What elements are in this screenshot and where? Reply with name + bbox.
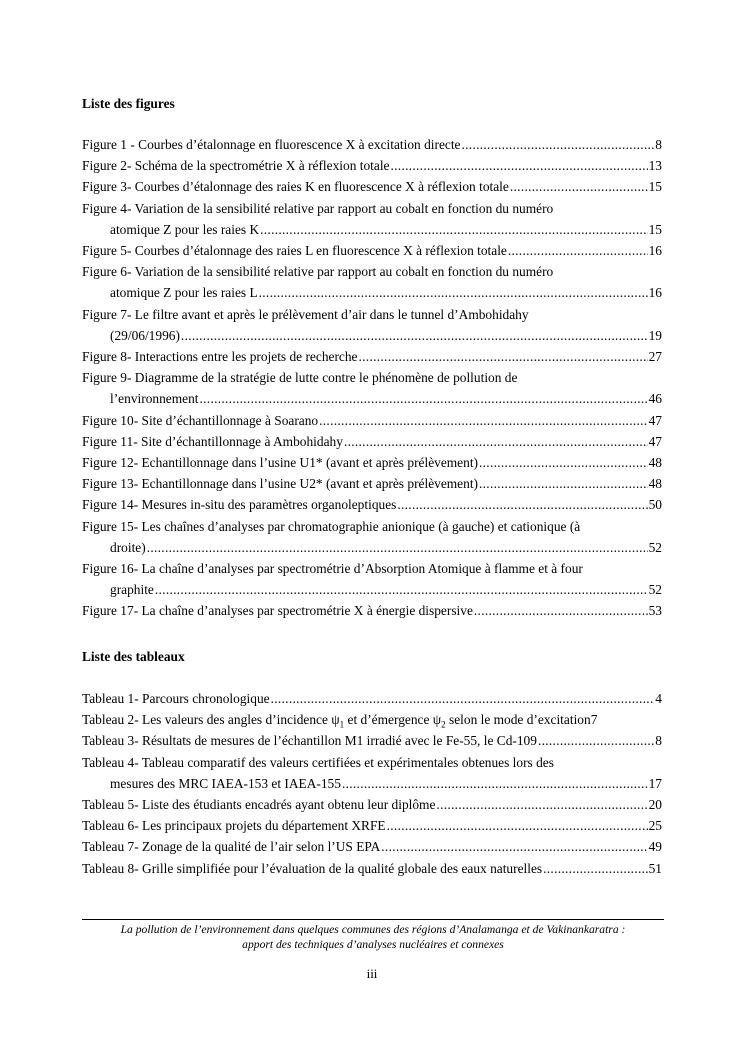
figure-entry[interactable] xyxy=(82,346,662,367)
table-entry[interactable] xyxy=(82,709,662,730)
entry-page-number: 4 xyxy=(655,691,662,706)
entry-page-number: 46 xyxy=(648,391,662,407)
toc-row xyxy=(82,579,662,600)
entry-page-number: 15 xyxy=(648,179,662,195)
dot-leader xyxy=(259,282,648,303)
table-entry[interactable] xyxy=(82,794,662,815)
toc-row xyxy=(82,219,662,240)
entry-page-number: 16 xyxy=(648,285,662,301)
figure-entry[interactable] xyxy=(82,155,662,176)
entry-title-line: Figure 6- Variation de la sensibilité relative par rapport au cobalt en fonction du numéro xyxy=(82,264,554,280)
entry-title: Tableau 2- Les valeurs des angles d’incidence $\psi_1$ et d’émergence $\psi_2$ selon le mode d’excitation xyxy=(82,712,591,730)
figures-heading: Liste des figures xyxy=(82,96,175,111)
entry-page-number: 19 xyxy=(648,327,662,343)
entry-page-number: 53 xyxy=(648,603,662,619)
entry-title: Tableau 3- Résultats de mesures de l’échantillon M1 irradié avec le Fe-55, le Cd-109 xyxy=(82,733,537,749)
dot-leader xyxy=(344,431,648,452)
toc-row xyxy=(82,709,662,730)
dot-leader xyxy=(319,410,647,431)
entry-title: Tableau 7- Zonage de la qualité de l’air selon l’US EPA xyxy=(82,839,381,855)
entry-title: droite) xyxy=(110,539,146,555)
toc-row xyxy=(82,794,662,815)
figure-entry[interactable] xyxy=(82,473,662,494)
figure-entry[interactable] xyxy=(82,494,662,515)
toc-row xyxy=(82,730,662,751)
toc-row xyxy=(82,176,662,197)
entry-page-number: 7 xyxy=(590,712,598,728)
toc-row xyxy=(82,346,662,367)
entry-title: Figure 2- Schéma de la spectrométrie X à réflexion totale xyxy=(82,158,390,174)
entry-page-number: 27 xyxy=(648,349,662,365)
entry-title: (29/06/1996) xyxy=(110,327,180,343)
figure-entry[interactable] xyxy=(82,558,662,600)
dot-leader xyxy=(479,452,648,473)
toc-row xyxy=(82,431,662,452)
entry-page-number: 8 xyxy=(655,733,662,749)
toc-row xyxy=(82,473,662,494)
table-entry[interactable] xyxy=(82,688,662,709)
entry-page-number: 13 xyxy=(648,158,662,174)
toc-row xyxy=(82,600,662,621)
dot-leader xyxy=(271,688,655,709)
entry-title-line: Tableau 4- Tableau comparatif des valeurs certifiées et expérimentales obtenues lors des xyxy=(82,754,554,770)
figure-entry[interactable] xyxy=(82,304,662,346)
entry-title: Figure 13- Echantillonnage dans l’usine U2* (avant et après prélèvement) xyxy=(82,476,479,492)
entry-title: Figure 5- Courbes d’étalonnage des raies L en fluorescence X à réflexion totale xyxy=(82,243,507,259)
dot-leader xyxy=(538,730,654,751)
dot-leader xyxy=(147,537,648,558)
dot-leader xyxy=(510,176,648,197)
footer-line-1: La pollution de l’environnement dans quelques communes des régions d’Analamanga et de Vakinankaratra : xyxy=(120,923,626,936)
entry-page-number: 20 xyxy=(648,797,662,813)
footer-divider xyxy=(82,919,664,920)
dot-leader xyxy=(155,579,648,600)
footer-line-2: apport des techniques d’analyses nucléaires et connexes xyxy=(242,938,504,951)
table-entry[interactable] xyxy=(82,836,662,857)
tables-list xyxy=(82,688,662,879)
figure-entry[interactable] xyxy=(82,134,662,155)
table-entry[interactable] xyxy=(82,752,662,794)
toc-row xyxy=(82,325,662,346)
entry-page-number: 52 xyxy=(648,582,662,598)
tables-heading: Liste des tableaux xyxy=(82,649,185,664)
entry-title: Figure 8- Interactions entre les projets de recherche xyxy=(82,349,358,365)
dot-leader xyxy=(359,346,648,367)
figures-list xyxy=(82,134,662,622)
dot-leader xyxy=(543,858,647,879)
entry-title: Figure 1 - Courbes d’étalonnage en fluorescence X à excitation directe xyxy=(82,137,461,152)
figure-entry[interactable] xyxy=(82,240,662,261)
entry-page-number: 25 xyxy=(648,818,662,834)
table-entry[interactable] xyxy=(82,858,662,879)
toc-row xyxy=(82,537,662,558)
entry-title: Figure 10- Site d’échantillonnage à Soarano xyxy=(82,412,319,428)
toc-row xyxy=(82,388,662,409)
dot-leader xyxy=(387,815,648,836)
dot-leader xyxy=(479,473,648,494)
entry-title-line: Figure 4- Variation de la sensibilité relative par rapport au cobalt en fonction du numéro xyxy=(82,200,554,216)
table-entry[interactable] xyxy=(82,815,662,836)
toc-row xyxy=(82,155,662,176)
entry-title: Figure 17- La chaîne d’analyses par spectrométrie X à énergie dispersive xyxy=(82,603,473,619)
entry-title-line: Figure 9- Diagramme de la stratégie de lutte contre le phénomène de pollution de xyxy=(82,370,518,386)
entry-title: atomique Z pour les raies K xyxy=(110,221,260,237)
entry-title: atomique Z pour les raies L xyxy=(110,285,258,301)
toc-row xyxy=(82,688,662,709)
figure-entry[interactable] xyxy=(82,261,662,303)
figure-entry[interactable] xyxy=(82,600,662,621)
entry-page-number: 50 xyxy=(648,497,662,513)
entry-page-number: 15 xyxy=(648,221,662,237)
entry-title: Figure 12- Echantillonnage dans l’usine U1* (avant et après prélèvement) xyxy=(82,455,479,471)
dot-leader xyxy=(200,388,648,409)
entry-title: Figure 11- Site d’échantillonnage à Ambohidahy xyxy=(82,433,343,449)
toc-row xyxy=(82,452,662,473)
entry-page-number: 47 xyxy=(648,412,662,428)
dot-leader xyxy=(342,773,648,794)
figure-entry[interactable] xyxy=(82,410,662,431)
dot-leader xyxy=(397,494,647,515)
entry-page-number: 48 xyxy=(648,455,662,471)
footer-caption xyxy=(82,922,664,952)
toc-row xyxy=(82,858,662,879)
dot-leader xyxy=(381,836,647,857)
entry-title: mesures des MRC IAEA-153 et IAEA-155 xyxy=(110,775,341,791)
figure-entry[interactable] xyxy=(82,452,662,473)
dot-leader xyxy=(508,240,648,261)
toc-row xyxy=(82,773,662,794)
dot-leader xyxy=(391,155,648,176)
figure-entry[interactable] xyxy=(82,516,662,558)
figure-entry[interactable] xyxy=(82,367,662,409)
entry-title: Figure 14- Mesures in-situ des paramètres organoleptiques xyxy=(82,497,397,513)
entry-page-number: 17 xyxy=(648,775,662,791)
entry-title: Tableau 8- Grille simplifiée pour l’évaluation de la qualité globale des eaux naturelles xyxy=(82,860,543,876)
dot-leader xyxy=(181,325,648,346)
entry-page-number: 8 xyxy=(655,137,662,152)
entry-title: graphite xyxy=(110,582,154,598)
toc-row xyxy=(82,494,662,515)
figure-entry[interactable] xyxy=(82,198,662,240)
entry-page-number: 51 xyxy=(648,860,662,876)
dot-leader xyxy=(462,134,655,155)
entry-title: Tableau 6- Les principaux projets du département XRFE xyxy=(82,818,386,834)
dot-leader xyxy=(436,794,647,815)
entry-title: Tableau 5- Liste des étudiants encadrés ayant obtenu leur diplôme xyxy=(82,797,436,813)
entry-page-number: 47 xyxy=(648,433,662,449)
page-number: iii xyxy=(366,966,378,981)
entry-page-number: 16 xyxy=(648,243,662,259)
entry-title: l’environnement xyxy=(110,391,199,407)
toc-row xyxy=(82,240,662,261)
toc-row xyxy=(82,410,662,431)
toc-row xyxy=(82,815,662,836)
entry-page-number: 49 xyxy=(648,839,662,855)
entry-title-line: Figure 7- Le filtre avant et après le prélèvement d’air dans le tunnel d’Ambohidahy xyxy=(82,306,529,322)
entry-title: Tableau 1- Parcours chronologique xyxy=(82,691,270,706)
entry-title-line: Figure 16- La chaîne d’analyses par spectrométrie d’Absorption Atomique à flamme et à four xyxy=(82,561,583,577)
toc-row xyxy=(82,282,662,303)
table-entry[interactable] xyxy=(82,730,662,751)
entry-page-number: 48 xyxy=(648,476,662,492)
entry-title-line: Figure 15- Les chaînes d’analyses par chromatographie anionique (à gauche) et cationique (à xyxy=(82,518,581,534)
dot-leader xyxy=(474,600,648,621)
entry-title: Figure 3- Courbes d’étalonnage des raies K en fluorescence X à réflexion totale xyxy=(82,179,509,195)
toc-row xyxy=(82,836,662,857)
figure-entry[interactable] xyxy=(82,176,662,197)
toc-row xyxy=(82,134,662,155)
entry-page-number: 52 xyxy=(648,539,662,555)
dot-leader xyxy=(260,219,647,240)
figure-entry[interactable] xyxy=(82,431,662,452)
